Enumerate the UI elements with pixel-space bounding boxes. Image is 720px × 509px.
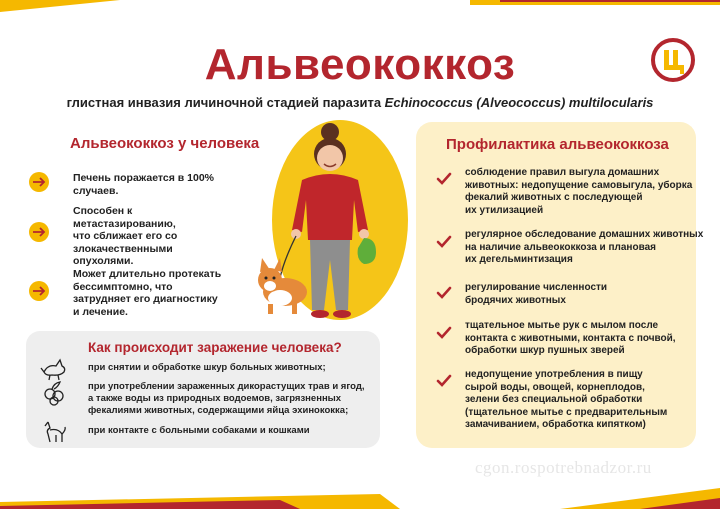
dog-icon (40, 418, 68, 444)
fox-icon (40, 356, 68, 382)
subtitle-prefix: глистная инвазия личиночной стадией паразита (66, 95, 385, 110)
footer-url: cgon.rospotrebnadzor.ru (475, 458, 652, 477)
right-item-3: регулирование численности бродячих животных (465, 282, 608, 306)
bottom-item-3: при контакте с больными собаками и кошками (88, 425, 310, 436)
woman-with-dog-illustration (240, 120, 410, 335)
bottom-stripes (0, 484, 720, 509)
right-heading: Профилактика альвеококкоза (446, 136, 669, 153)
left-item-2: Способен к метастазированию, что сближает его со злокачественными опухолями. (73, 205, 178, 267)
subtitle-latin: Echinococcus (Alveococcus) multilocularis (384, 95, 654, 110)
top-stripes (0, 0, 720, 40)
right-item-5: недопущение употребления в пищу сырой воды, овощей, корнеплодов, зелени без специальной обработки (тщательное мытье с предварительным замачиванием, обработка кипятком) (465, 369, 668, 430)
arrow-right-icon (28, 171, 50, 193)
page-title: Альвеококкоз (204, 40, 516, 89)
left-item-3: Может длительно протекать бессимптомно, что затрудняет его диагностику и лечение. (73, 268, 222, 318)
rospotrebnadzor-logo (651, 38, 695, 82)
arrow-right-icon (28, 221, 50, 243)
right-item-1: соблюдение правил выгула домашних животных: недопущение самовыгула, уборка фекалий животных с последующей их утилизацией (465, 167, 693, 216)
bottom-heading: Как происходит заражение человека? (88, 340, 342, 355)
left-item-1: Печень поражается в 100% случаев. (73, 172, 215, 197)
arrow-right-icon (28, 280, 50, 302)
left-heading: Альвеококкоз у человека (70, 135, 260, 152)
check-icon (436, 374, 452, 388)
check-icon (436, 172, 452, 186)
right-item-2: регулярное обследование домашних животных на наличие альвеококкоза и плановая их дегельминтизация (465, 229, 704, 265)
bottom-item-2: при употреблении зараженных дикорастущих трав и ягод, а также воды из природных водоемов, загрязненных фекалиями животных, содержащими яйца эхинококка; (88, 381, 365, 416)
check-icon (436, 326, 452, 340)
page-subtitle (0, 95, 720, 110)
check-icon (436, 286, 452, 300)
check-icon (436, 235, 452, 249)
bottom-item-1: при снятии и обработке шкур больных животных; (88, 362, 326, 373)
berries-icon (40, 380, 68, 406)
right-item-4: тщательное мытье рук с мылом после контакта с животными, контакта с почвой, обработки шкур пушных зверей (465, 320, 676, 356)
